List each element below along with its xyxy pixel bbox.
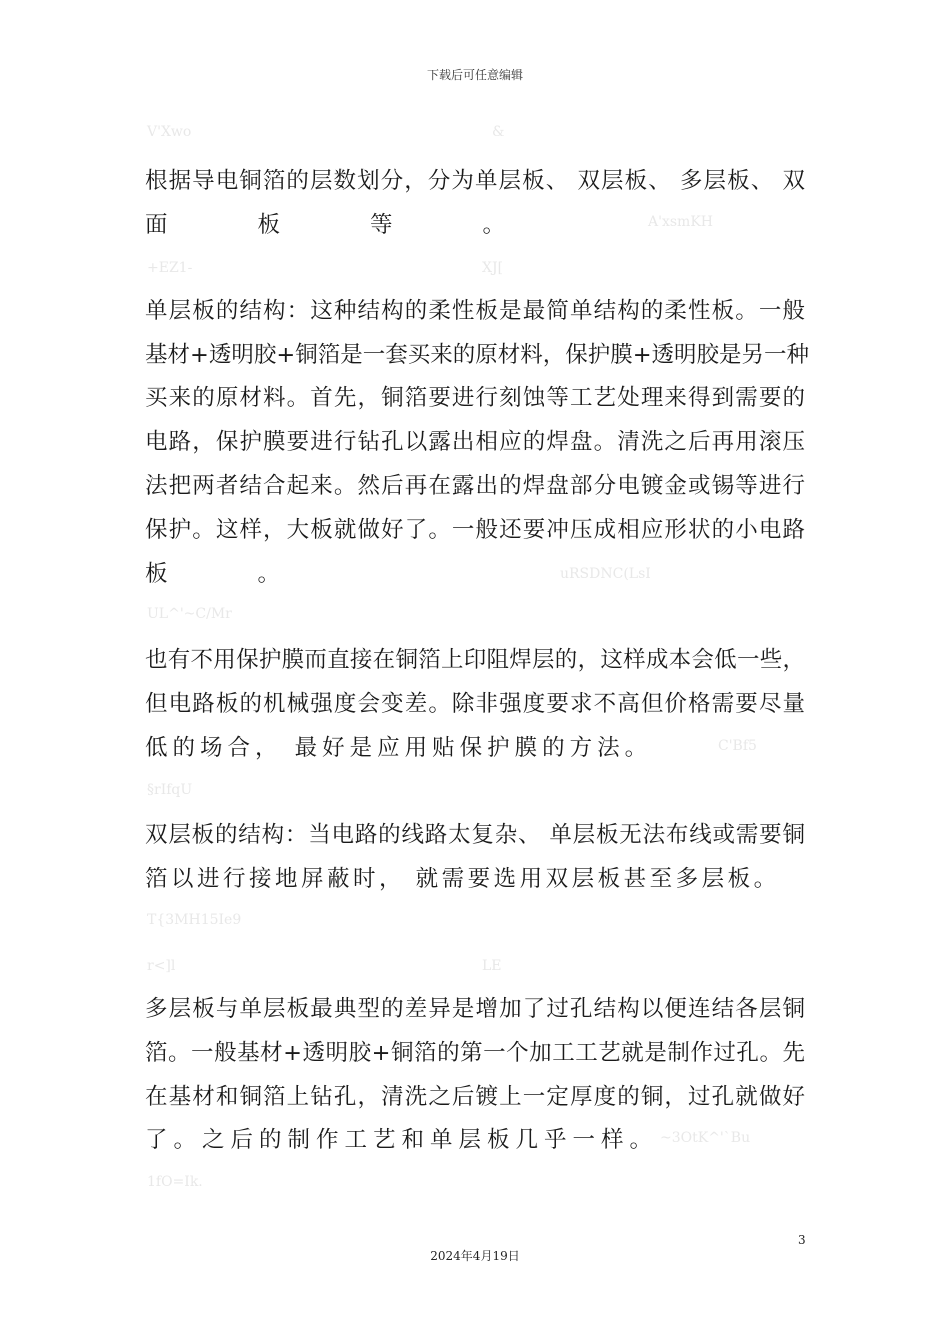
watermark-text: T{3MH15Ie9: [147, 912, 242, 928]
watermark-text: &: [492, 124, 505, 140]
paragraph-line: 了。之后的制作工艺和单层板几乎一样。: [145, 1127, 659, 1153]
paragraph-line: 在基材和铜箔上钻孔，清洗之后镀上一定厚度的铜，过孔就做好: [145, 1084, 805, 1110]
watermark-text: r<]l: [147, 958, 176, 974]
watermark-text: uRSDNC(LsI: [560, 566, 651, 582]
page-number: 3: [798, 1233, 806, 1247]
paragraph-line: 买来的原材料。首先，铜箔要进行刻蚀等工艺处理来得到需要的: [145, 385, 805, 411]
paragraph-line: 板 。: [145, 561, 281, 587]
watermark-text: §rIfqU: [147, 782, 193, 798]
watermark-text: UL^'~C/Mr: [147, 606, 232, 622]
paragraph-line: 多层板与单层板最典型的差异是增加了过孔结构以便连结各层铜: [145, 996, 805, 1022]
watermark-text: V'Xwo: [147, 124, 192, 140]
paragraph-line: 面 板 等 。: [145, 212, 506, 238]
watermark-text: A'xsmKH: [648, 214, 713, 230]
watermark-text: LE: [482, 958, 502, 974]
paragraph-line: 基材+透明胶+铜箔是一套买来的原材料，保护膜+透明胶是另一种: [145, 342, 810, 368]
paragraph-line: 低的场合， 最好是应用贴保护膜的方法。: [145, 735, 653, 761]
paragraph-line: 法把两者结合起来。然后再在露出的焊盘部分电镀金或锡等进行: [145, 473, 805, 499]
paragraph-line: 双层板的结构：当电路的线路太复杂、 单层板无法布线或需要铜: [145, 822, 805, 848]
watermark-text: ~3OtK^'`Bu: [660, 1130, 751, 1146]
paragraph-line: 箔以进行接地屏蔽时， 就需要选用双层板甚至多层板。: [145, 866, 780, 892]
paragraph-line: 箔。一般基材+透明胶+铜箔的第一个加工工艺就是制作过孔。先: [145, 1040, 805, 1066]
paragraph-line: 但电路板的机械强度会变差。除非强度要求不高但价格需要尽量: [145, 691, 805, 717]
watermark-text: XJ[: [482, 260, 504, 276]
page-header: 下载后可任意编辑: [426, 68, 523, 82]
footer-date: 2024年4月19日: [430, 1249, 520, 1263]
watermark-text: C'Bf5: [718, 738, 757, 754]
paragraph-line: 根据导电铜箔的层数划分，分为单层板、 双层板、 多层板、 双: [145, 168, 805, 194]
paragraph-line: 电路，保护膜要进行钻孔以露出相应的焊盘。清洗之后再用滚压: [145, 429, 805, 455]
paragraph-line: 单层板的结构：这种结构的柔性板是最简单结构的柔性板。一般: [145, 298, 805, 324]
paragraph-line: 也有不用保护膜而直接在铜箔上印阻焊层的，这样成本会低一些，: [145, 647, 805, 673]
paragraph-line: 保护。这样，大板就做好了。一般还要冲压成相应形状的小电路: [145, 517, 805, 543]
watermark-text: 1fO=Ik.: [147, 1174, 203, 1190]
watermark-text: +EZ1-: [147, 260, 193, 276]
